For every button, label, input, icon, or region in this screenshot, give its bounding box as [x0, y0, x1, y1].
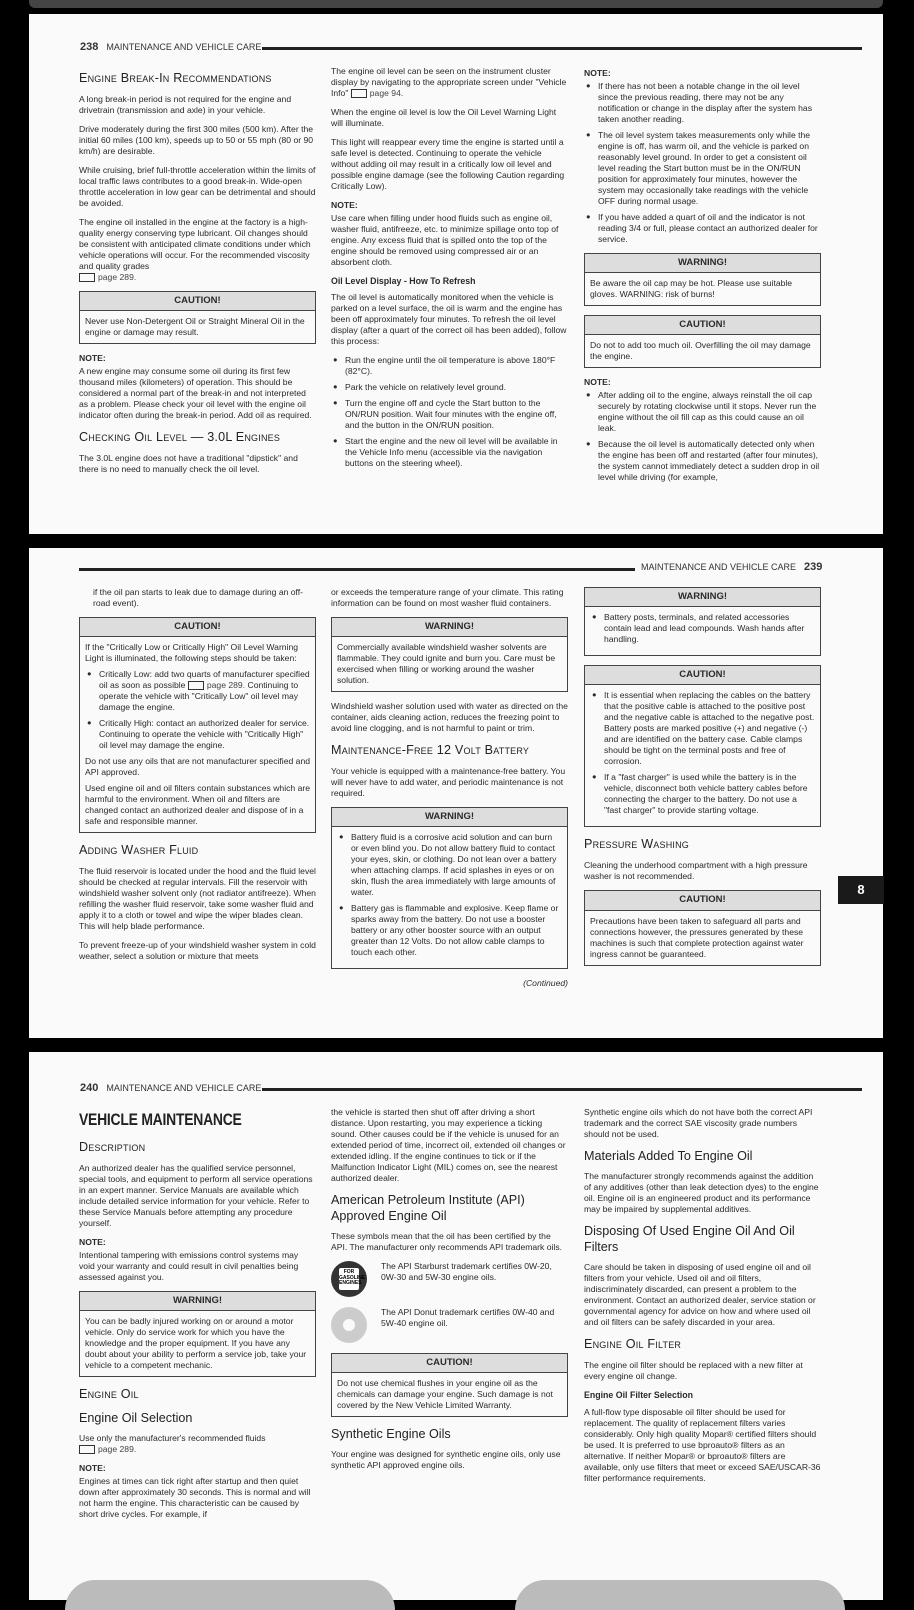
list-item: ● Because the oil level is automatically detected only when the engine has been off and restarted (after four minutes), the system cannot immediately detect a sudden drop in oil level while driving (for example,: [584, 439, 821, 483]
heading-checking-oil: Checking Oil Level — 3.0L Engines: [79, 430, 281, 445]
list-item: ● If you have added a quart of oil and the indicator is not reading 3/4 or full, please contact an authorized dealer for service.: [584, 212, 821, 245]
paragraph: This light will reappear every time the engine is started until a safe level is detected. Continuing to operate the vehicle without adding oil may result in a critically low oil level and possible engine damage (see the following Caution regarding Critically Low).: [331, 137, 565, 191]
list-item: ● Park the vehicle on relatively level ground.: [331, 382, 568, 393]
heading-vehicle-maintenance: VEHICLE MAINTENANCE: [79, 1110, 242, 1129]
page-header: [80, 41, 261, 53]
heading-oil-selection: Engine Oil Selection: [79, 1411, 193, 1426]
warning-box: [584, 587, 821, 656]
warning-box: [331, 617, 568, 692]
donut-text: The API Donut trademark certifies 0W-40 and 5W-40 engine oil.: [381, 1307, 555, 1329]
heading-synthetic-oils: Synthetic Engine Oils: [331, 1427, 451, 1442]
page-number: 239: [804, 561, 823, 573]
page-reference-link[interactable]: page 289.: [98, 272, 137, 283]
note-list: [584, 81, 821, 245]
warning-title: WARNING!: [332, 618, 567, 637]
paragraph: The oil level is automatically monitored when the vehicle is parked on a level surface, the oil is warm and the engine has been off approximately four minutes. To refresh the oil level display (after a quart of the correct oil has been added), follow this process:: [331, 292, 567, 347]
column-2: [331, 587, 568, 989]
caution-list: [590, 690, 815, 816]
column-2: [331, 1107, 568, 1479]
caution-title: CAUTION!: [585, 316, 820, 335]
heading-materials-added: Materials Added To Engine Oil: [584, 1149, 753, 1163]
caution-body: [80, 637, 315, 832]
page-ref-arrow-icon: [79, 273, 95, 282]
warning-box: [331, 807, 568, 969]
caution-title: CAUTION!: [585, 891, 820, 910]
caution-title: CAUTION!: [80, 292, 315, 311]
paragraph-text: Use only the manufacturer's recommended fluids: [79, 1433, 266, 1444]
paragraph-text: The engine oil level can be seen on the instrument cluster display by navigating to the appropriate screen under "Vehicle Info": [331, 66, 567, 98]
warning-box: [584, 253, 821, 306]
paragraph: The manufacturer strongly recommends against the addition of any additives (other than leak detection dyes) to the engine oil. Engine oil is an engineered product and its performance may be impaired by supplemental additives.: [584, 1171, 819, 1215]
caution-text: Do not use chemical flushes in your engine oil as the chemicals can damage your engine. Such damage is not covered by the New Vehicle Limited Warranty.: [337, 1378, 553, 1411]
paragraph: or exceeds the temperature range of your climate. This rating information can be found on most washer fluid containers.: [331, 587, 564, 608]
page-239: [29, 548, 883, 1038]
bottom-tab-right[interactable]: [515, 1580, 845, 1610]
list-item: [85, 669, 310, 713]
note-label: NOTE:: [584, 68, 611, 78]
caution-list: [85, 669, 310, 751]
api-starburst-row: [331, 1261, 568, 1297]
refresh-steps-list: [331, 355, 568, 469]
paragraph: A full-flow type disposable oil filter should be used for replacement. The quality of replacement filters varies considerably. Only high quality Mopar® certified filters should be used. It is preferred to use bproauto® filters as an alternative. If neither Mopar® or bproauto® filters are available, only use filters that meet or exceed SAE/USCAR-36 filter performance requirements.: [584, 1406, 821, 1483]
list-item: ● Start the engine and the new oil level will be available in the Vehicle Info menu (accessible via the navigation buttons on the steering wheel).: [331, 436, 568, 469]
paragraph: Windshield washer solution used with water as directed on the container, aids cleaning action, reduces the freezing point to avoid line clogging, and is not harmful to paint or trim.: [331, 701, 568, 734]
list-item-text: Continuing to operate the vehicle with "Critically Low" oil level may damage the engine.: [99, 680, 299, 713]
paragraph: The engine oil filter should be replaced with a new filter at every engine oil change.: [584, 1360, 803, 1382]
warning-title: WARNING!: [80, 1292, 315, 1311]
heading-break-in: Engine Break-In Recommendations: [79, 71, 272, 85]
top-tab-strip: [29, 0, 883, 8]
continued-label: (Continued): [523, 978, 568, 989]
note-label: NOTE:: [331, 200, 358, 210]
list-item: ● Run the engine until the oil temperature is above 180°F (82°C).: [331, 355, 568, 377]
warning-text: Be aware the oil cap may be hot. Please use suitable gloves. WARNING: risk of burns!: [590, 278, 793, 300]
bottom-tab-left[interactable]: [65, 1580, 395, 1610]
warning-body: [585, 607, 820, 655]
caution-title: CAUTION!: [585, 666, 820, 685]
page-ref-arrow-icon: [188, 681, 204, 690]
caution-body: [585, 685, 820, 826]
paragraph: Your engine was designed for synthetic engine oils, only use synthetic API approved engine oils.: [331, 1449, 561, 1471]
caution-box: [331, 1353, 568, 1417]
note-text: A new engine may consume some oil during its first few thousand miles (kilometers) of operation. This should be considered a normal part of the break-in and not interpreted as a problem. Please check your oil level with the engine oil indicator often during the break-in period. Add oil as required.: [79, 366, 312, 421]
caution-title: CAUTION!: [332, 1354, 567, 1373]
starburst-label: FOR GASOLINE ENGINES: [339, 1268, 359, 1290]
paragraph: When the engine oil level is low the Oil Level Warning Light will illuminate.: [331, 107, 557, 128]
paragraph: A long break-in period is not required for the engine and drivetrain (transmission and axle) in your vehicle.: [79, 94, 292, 116]
caution-box: [584, 315, 821, 368]
paragraph: While cruising, brief full-throttle acceleration within the limits of local traffic laws contributes to a good break-in. Wide-open throttle acceleration in low gear can be detrimental and should be avoided.: [79, 165, 316, 209]
caution-text: Do not to add too much oil. Overfilling the oil may damage the engine.: [590, 340, 811, 362]
api-donut-icon: [331, 1307, 367, 1343]
warning-text: You can be badly injured working on or around a motor vehicle. Only do service work for which you have the knowledge and the proper equipment. If you have any doubt about your ability to perform a service job, take your vehicle to a competent mechanic.: [85, 1316, 307, 1371]
warning-text: Commercially available windshield washer solvents are flammable. They could ignite and burn you. Care must be exercised when filling or working around the washer solution.: [337, 642, 556, 686]
list-item: ● Critically High: contact an authorized dealer for service. Continuing to operate the vehicle with "Critically High" oil level may damage the engine.: [85, 718, 310, 751]
paragraph: Drive moderately during the first 300 miles (500 km). After the initial 60 miles (100 km), speeds up to 50 or 55 mph (80 or 90 km/h) are desirable.: [79, 124, 314, 157]
note-label: NOTE:: [79, 1236, 106, 1247]
paragraph-text: The engine oil installed in the engine at the factory is a high-quality energy conserving type lubricant. Oil changes should be consistent with anticipated climate conditions under which vehicle operations will occur. For the recommended viscosity and quality grades: [79, 217, 311, 272]
column-3: [584, 1107, 821, 1492]
column-1: [79, 587, 316, 970]
paragraph: [331, 66, 568, 99]
list-item: ● If there has not been a notable change in the oil level since the previous reading, there may not be any notification or change in the display after the system has taken another reading.: [584, 81, 821, 125]
list-item: ● After adding oil to the engine, always reinstall the oil cap securely by rotating clockwise until it stops. Never run the engine without the oil fill cap as this could cause an oil leak.: [584, 390, 821, 434]
caution-text: Do not use any oils that are not manufacturer specified and API approved.: [85, 756, 311, 778]
warning-title: WARNING!: [585, 588, 820, 607]
column-3: [584, 66, 821, 491]
starburst-text: The API Starburst trademark certifies 0W-20, 0W-30 and 5W-30 engine oils.: [381, 1261, 552, 1283]
page-reference-link[interactable]: page 289.: [206, 680, 246, 691]
heading-engine-oil: Engine Oil: [79, 1387, 139, 1402]
warning-body: [332, 827, 567, 968]
section-title: MAINTENANCE AND VEHICLE CARE: [106, 1083, 262, 1093]
warning-list: [337, 832, 562, 958]
note-label: NOTE:: [79, 1463, 106, 1474]
section-title: MAINTENANCE AND VEHICLE CARE: [641, 562, 797, 572]
caution-text: Never use Non-Detergent Oil or Straight Mineral Oil in the engine or damage may result.: [85, 316, 305, 338]
column-2: [331, 66, 568, 477]
heading-oil-filter-selection: Engine Oil Filter Selection: [584, 1390, 694, 1401]
column-1: [79, 1107, 316, 1528]
heading-oil-filter: Engine Oil Filter: [584, 1337, 682, 1352]
paragraph: The 3.0L engine does not have a traditional "dipstick" and there is no need to manually check the oil level.: [79, 453, 298, 475]
list-item: ● Battery posts, terminals, and related accessories contain lead and lead compounds. Wash hands after handling.: [590, 612, 815, 645]
warning-title: WARNING!: [332, 808, 567, 827]
note-label: NOTE:: [79, 353, 106, 364]
header-rule: [262, 47, 862, 50]
list-item: ● Battery gas is flammable and explosive. Keep flame or sparks away from the battery. Do not use a booster battery or any other booster source with an output greater than 12 Volts. Do not allow cable clamps to touch each other.: [337, 903, 562, 958]
note-label: NOTE:: [584, 377, 611, 388]
caution-text: Precautions have been taken to safeguard all parts and connections however, the pressures generated by these machines is such that complete protection against water ingress cannot be guaranteed.: [590, 915, 804, 959]
note-text: Use care when filling under hood fluids such as engine oil, washer fluid, antifreeze, etc. to minimize spillage onto top of engine. Any excess fluid that is spilled onto the top of the engine should be removed using compressed air or an absorbent cloth.: [331, 213, 559, 267]
heading-description: Description: [79, 1139, 146, 1154]
caution-title: CAUTION!: [80, 618, 315, 637]
list-item: ● The oil level system takes measurements only while the engine is off, has warm oil, and the vehicle is parked on reasonably level ground. In order to get a consistent oil level reading the Start button must be in the ON/RUN position for approximately four minutes, however the system may occasionally take readings with the vehicle OFF during normal usage.: [584, 130, 821, 207]
caution-box: [79, 617, 316, 833]
paragraph: the vehicle is started then shut off after driving a short distance. Upon restarting, you may experience a ticking sound. Other causes could be if the vehicle is unused for an extended period of time, incorrect oil, extended oil changes or extended idling. If the engine continues to tick or if the Malfunction Indicator Light (MIL) comes on, see the nearest authorized dealer.: [331, 1107, 566, 1183]
page-reference-link[interactable]: page 94.: [369, 88, 404, 98]
page-number: 238: [80, 41, 99, 53]
list-item: ● If a "fast charger" is used while the battery is in the vehicle, disconnect both vehicle battery cables before connecting the charger to the battery. Do not use a "fast charger" to provide starting voltage.: [590, 772, 815, 816]
paragraph: [79, 217, 316, 283]
note-list: [584, 390, 821, 483]
page-ref-arrow-icon: [79, 1445, 95, 1454]
caution-box: [584, 890, 821, 965]
caution-box: [584, 665, 821, 827]
list-item: ● Turn the engine off and cycle the Start button to the ON/RUN position. Wait four minutes with the engine off, and the button in the ON/RUN position.: [331, 398, 568, 431]
note-text: Intentional tampering with emissions control systems may void your warranty and could result in civil penalties being assessed against you.: [79, 1249, 299, 1282]
page-reference-link[interactable]: page 289.: [98, 1444, 137, 1455]
heading-disposing-oil: Disposing Of Used Engine Oil And Oil Filters: [584, 1224, 795, 1255]
paragraph: These symbols mean that the oil has been certified by the API. The manufacturer only recommends API trademark oils.: [331, 1231, 563, 1253]
warning-title: WARNING!: [585, 254, 820, 273]
paragraph: To prevent freeze-up of your windshield washer system in cold weather, select a solution or mixture that meets: [79, 940, 316, 962]
warning-box: [79, 1291, 316, 1377]
page-header: [641, 561, 822, 573]
list-item-text: Critically Low: add two quarts of manufacturer specified oil as soon as possible: [99, 669, 310, 691]
chapter-tab[interactable]: 8: [838, 876, 884, 904]
paragraph: Your vehicle is equipped with a maintenance-free battery. You will never have to add water, and periodic maintenance is not required.: [331, 766, 566, 799]
page-ref-arrow-icon: [351, 89, 367, 98]
paragraph: Synthetic engine oils which do not have both the correct API trademark and the correct SAE viscosity grade numbers should not be used.: [584, 1107, 813, 1139]
page-header: [80, 1082, 261, 1094]
list-item: ● Battery fluid is a corrosive acid solution and can burn or even blind you. Do not allow battery fluid to contact your eyes, skin, or clothing. Do not lean over a battery when attaching clamps. If acid splashes in eyes or on skin, flush the area immediately with large amounts of water.: [337, 832, 562, 898]
page-240: [29, 1052, 883, 1600]
heading-oil-refresh: Oil Level Display - How To Refresh: [331, 276, 476, 286]
header-rule: [79, 568, 635, 571]
heading-battery: Maintenance-Free 12 Volt Battery: [331, 743, 530, 758]
section-title: MAINTENANCE AND VEHICLE CARE: [106, 42, 262, 52]
paragraph: Cleaning the underhood compartment with a high pressure washer is not recommended.: [584, 860, 808, 882]
warning-list: [590, 612, 815, 645]
caution-text: If the "Critically Low or Critically High" Oil Level Warning Light is illuminated, the following steps should be taken:: [85, 642, 299, 664]
heading-pressure-washing: Pressure Washing: [584, 837, 690, 852]
list-item: ● It is essential when replacing the cables on the battery that the positive cable is attached to the positive post and the negative cable is attached to the negative post. Battery posts are marked positive (+) and negative (-) and are identified on the battery case. Cable clamps should be tight on the terminal posts and free of corrosion.: [590, 690, 815, 767]
column-1: [79, 66, 316, 483]
note-text: Engines at times can tick right after startup and then quiet down after approximately 30 seconds. This is normal and will not harm the engine. This characteristic can be caused by short drive cycles. For example, if: [79, 1476, 311, 1520]
page-number: 240: [80, 1082, 99, 1094]
caution-text: Used engine oil and oil filters contain substances which are harmful to the environment. When oil and filters are changed contact an authorized dealer and dispose of in a safe and responsible manner.: [85, 783, 310, 827]
api-starburst-icon: [331, 1261, 367, 1297]
paragraph: An authorized dealer has the qualified service personnel, special tools, and equipment to perform all service operations in an expert manner. Service Manuals are available which include detailed service information for your vehicle. Refer to these Service Manuals before attempting any procedure yourself.: [79, 1162, 313, 1228]
api-donut-row: [331, 1307, 568, 1343]
column-3: [584, 587, 821, 975]
caution-box: [79, 291, 316, 344]
paragraph: The fluid reservoir is located under the hood and the fluid level should be checked at regular intervals. Fill the reservoir with windshield washer solvent only (not radiator antifreeze). When refilling the washer fluid reservoir, take some washer fluid and apply it to a cloth or towel and wipe the wiper blades clean. This will help blade performance.: [79, 866, 316, 932]
heading-washer-fluid: Adding Washer Fluid: [79, 843, 199, 858]
paragraph: if the oil pan starts to leak due to damage during an off-road event).: [93, 587, 304, 608]
heading-api-oil: American Petroleum Institute (API) Approved Engine Oil: [331, 1193, 525, 1224]
page-238: [29, 14, 883, 534]
paragraph: [79, 1433, 316, 1455]
paragraph: Care should be taken in disposing of used engine oil and oil filters from your vehicle. Used oil and oil filters, indiscriminately discarded, can present a problem to the environment. Contact an authorized dealer, service station or governmental agency for advice on how and where used oil and oil filters can be safely discarded in your area.: [584, 1262, 816, 1328]
header-rule: [262, 1088, 862, 1091]
